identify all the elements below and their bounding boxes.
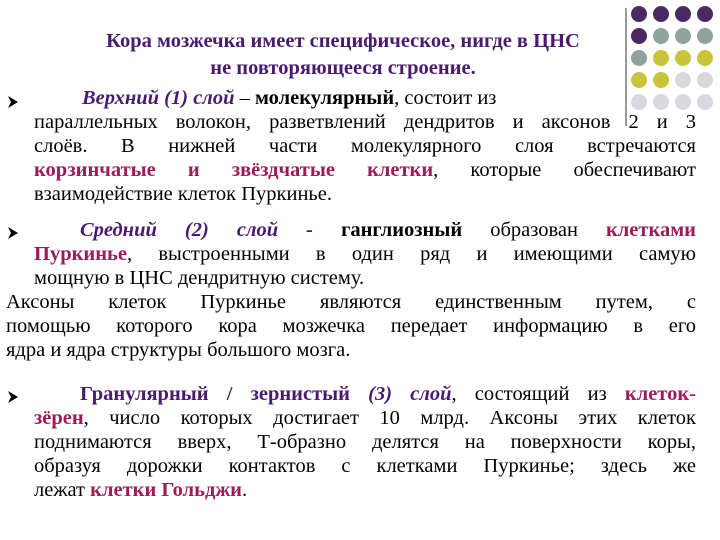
decorative-dot: [697, 94, 713, 110]
purkinje-cells-term: Пуркинье: [34, 243, 127, 265]
decorative-dot: [631, 6, 647, 22]
decorative-dot: [631, 50, 647, 66]
granule-cells-term: зёрен: [34, 407, 84, 429]
layer-3-name: Гранулярный / зернистый: [80, 383, 350, 405]
decorative-dot: [675, 28, 691, 44]
decorative-dot: [697, 72, 713, 88]
decorative-dot: [697, 28, 713, 44]
paragraph-purkinje-axons: Аксоны клеток Пуркинье являются единственным путем, с помощью которого кора мозжечка передает информацию в его ядра и ядра структуры большого мозга.: [6, 291, 696, 361]
decorative-dot: [675, 6, 691, 22]
basket-stellate-cells: корзинчатые и звёздчатые клетки: [34, 159, 434, 181]
decorative-dot: [631, 28, 647, 44]
layer-1-name: Верхний (1) слой: [82, 87, 235, 109]
paragraph-molecular-layer: Верхний (1) слой – молекулярный, состоит из параллельных волокон, разветвлений дендритов и аксонов 2 и 3 слоёв. В нижней части молекулярного слоя встречаются корзинчатые и звёздчатые клетки, которые обеспечивают взаимодействие клеток Пуркинье.: [34, 87, 696, 205]
decorative-dot: [653, 28, 669, 44]
title-line-2: не повторяющееся строение.: [210, 57, 476, 79]
golgi-cells-term: клетки Гольджи: [90, 479, 242, 501]
layer-2-name: Средний (2) слой -: [80, 219, 342, 241]
paragraph-ganglionic-layer: Средний (2) слой - ганглиозный образован клетками Пуркинье, выстроенными в один ряд и имеющими самую мощную в ЦНС дендритную систему.: [34, 219, 696, 289]
ganglionic-term: ганглиозный: [341, 219, 463, 241]
paragraph-granular-layer: Гранулярный / зернистый (3) слой, состоящий из клеток- зёрен, число которых достигает 10 млрд. Аксоны этих клеток поднимаются вверх, Т-образно делятся на поверхности коры, образуя дорожки контактов с клетками Пуркинье; здесь же лежат клетки Гольджи.: [34, 383, 696, 501]
decorative-dot: [653, 50, 669, 66]
slide-title: [58, 28, 628, 82]
decorative-dot: [697, 50, 713, 66]
arrow-bullet-icon: [7, 95, 19, 109]
decorative-dot: [653, 6, 669, 22]
decorative-dot: [697, 6, 713, 22]
molecular-term: молекулярный: [254, 87, 395, 109]
decorative-dot: [675, 50, 691, 66]
arrow-bullet-icon: [7, 226, 19, 240]
title-line-1: Кора мозжечка имеет специфическое, нигде в ЦНС: [106, 30, 580, 52]
arrow-bullet-icon: [7, 390, 19, 404]
